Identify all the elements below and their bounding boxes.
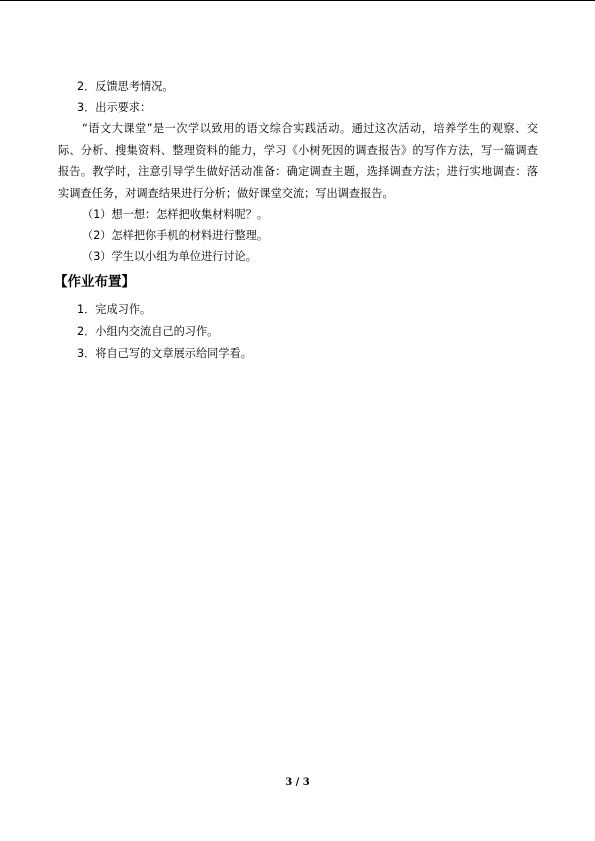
homework-heading: 【作业布置】 bbox=[54, 274, 135, 290]
step-feedback: 2．反馈思考情况。 bbox=[77, 80, 174, 93]
step-requirements: 3．出示要求： bbox=[77, 101, 152, 114]
page-number: 3 / 3 bbox=[285, 777, 310, 788]
sub-item-1: （1）想一想：怎样把收集材料呢？。 bbox=[82, 208, 269, 221]
homework-item-1: 1．完成习作。 bbox=[77, 303, 152, 316]
page-content bbox=[54, 76, 538, 365]
homework-list bbox=[58, 299, 538, 365]
homework-item-2: 2．小组内交流自己的习作。 bbox=[77, 325, 219, 338]
header-rule bbox=[0, 0, 595, 1]
activity-description: “语文大课堂”是一次学以致用的语文综合实践活动。通过这次活动，培养学生的观察、交际、分析、搜集资料、整理资料的能力，学习《小树死因的调查报告》的写作方法，写一篇调查报告。教学时，注意引导学生做好活动准备：确定调查主题，选择调查方法；进行实地调查：落实调查任务，对调查结果进行分析；做好课堂交流；写出调查报告。 bbox=[58, 122, 538, 200]
sub-item-3: （3）学生以小组为单位进行讨论。 bbox=[82, 250, 257, 263]
sub-item-2: （2）怎样把你手机的材料进行整理。 bbox=[82, 229, 269, 242]
homework-item-3: 3．将自己写的文章展示给同学看。 bbox=[77, 347, 252, 360]
